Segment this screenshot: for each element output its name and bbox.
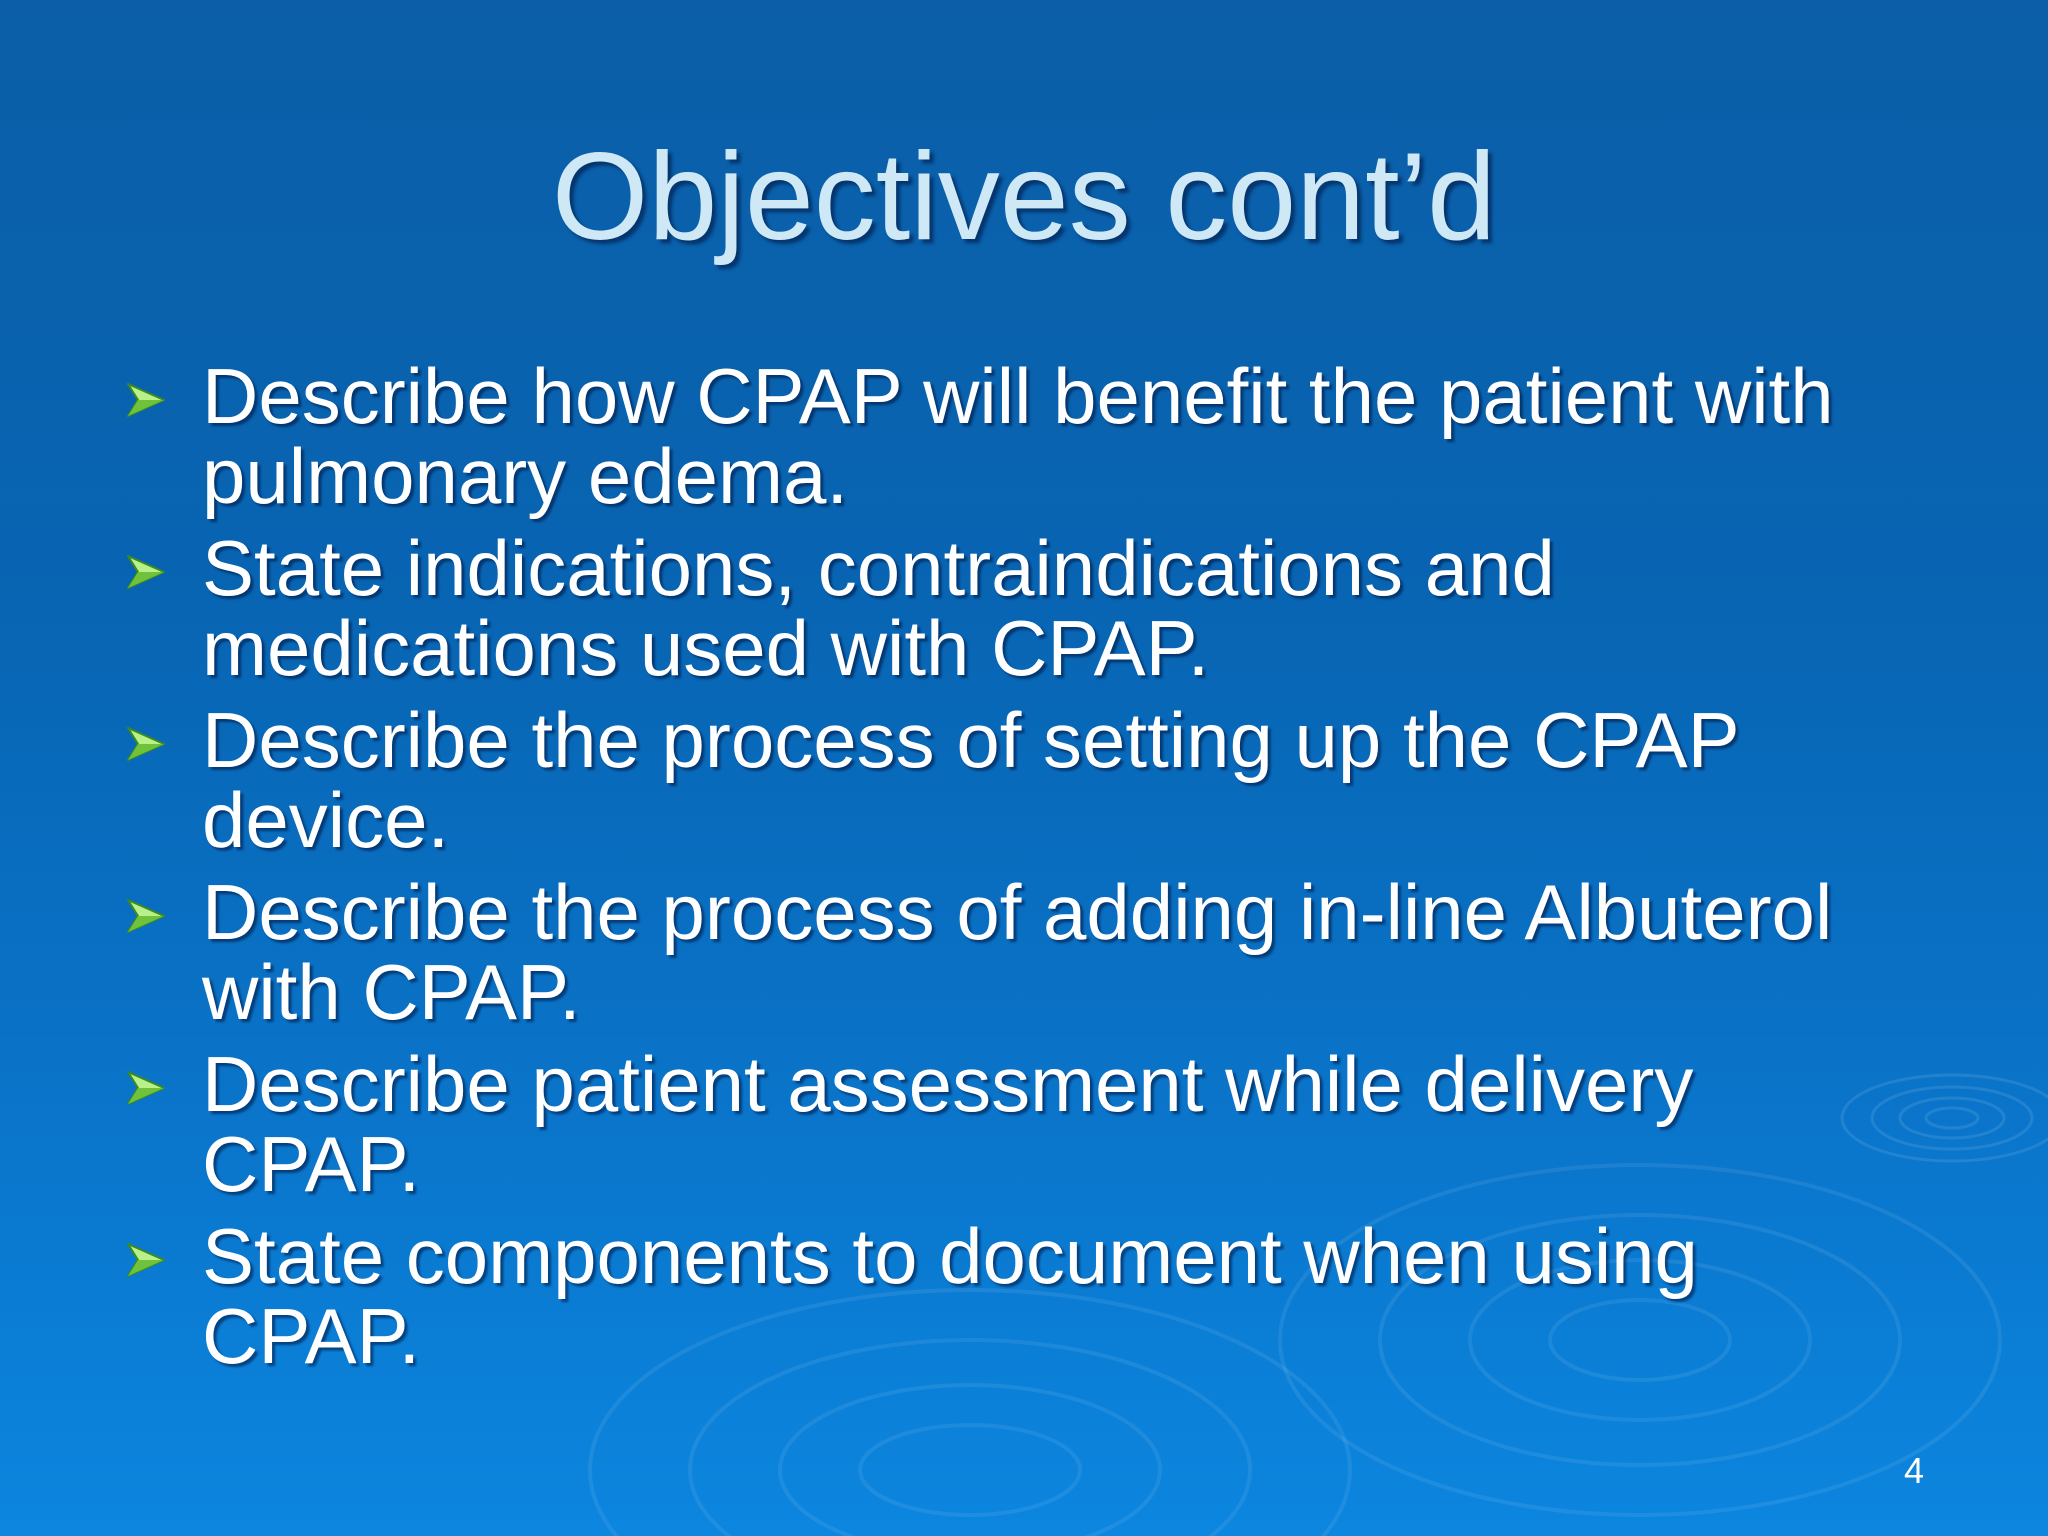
list-item-text: Describe the process of setting up the CPAP device. — [202, 696, 1739, 864]
green-arrowhead-icon — [124, 552, 168, 592]
list-item — [124, 1040, 1904, 1208]
list-item-text: Describe patient assessment while delivery CPAP. — [202, 1040, 1694, 1208]
page-number: 4 — [1903, 1450, 1924, 1491]
list-item-text: Describe how CPAP will benefit the patient with pulmonary edema. — [202, 352, 1834, 520]
green-arrowhead-icon — [124, 896, 168, 936]
green-arrowhead-icon — [124, 380, 168, 420]
green-arrowhead-icon — [124, 724, 168, 764]
list-item — [124, 696, 1904, 864]
green-arrowhead-icon — [124, 1240, 168, 1280]
list-item — [124, 868, 1904, 1036]
slide-title: Objectives cont’d — [551, 128, 1497, 266]
list-item — [124, 352, 1904, 520]
objectives-list — [124, 352, 1904, 1388]
list-item — [124, 1212, 1904, 1380]
list-item-text: Describe the process of adding in-line Albuterol with CPAP. — [202, 868, 1833, 1036]
list-item-text: State components to document when using CPAP. — [202, 1212, 1698, 1380]
green-arrowhead-icon — [124, 1068, 168, 1108]
list-item-text: State indications, contraindications and medications used with CPAP. — [202, 524, 1555, 692]
list-item — [124, 524, 1904, 692]
